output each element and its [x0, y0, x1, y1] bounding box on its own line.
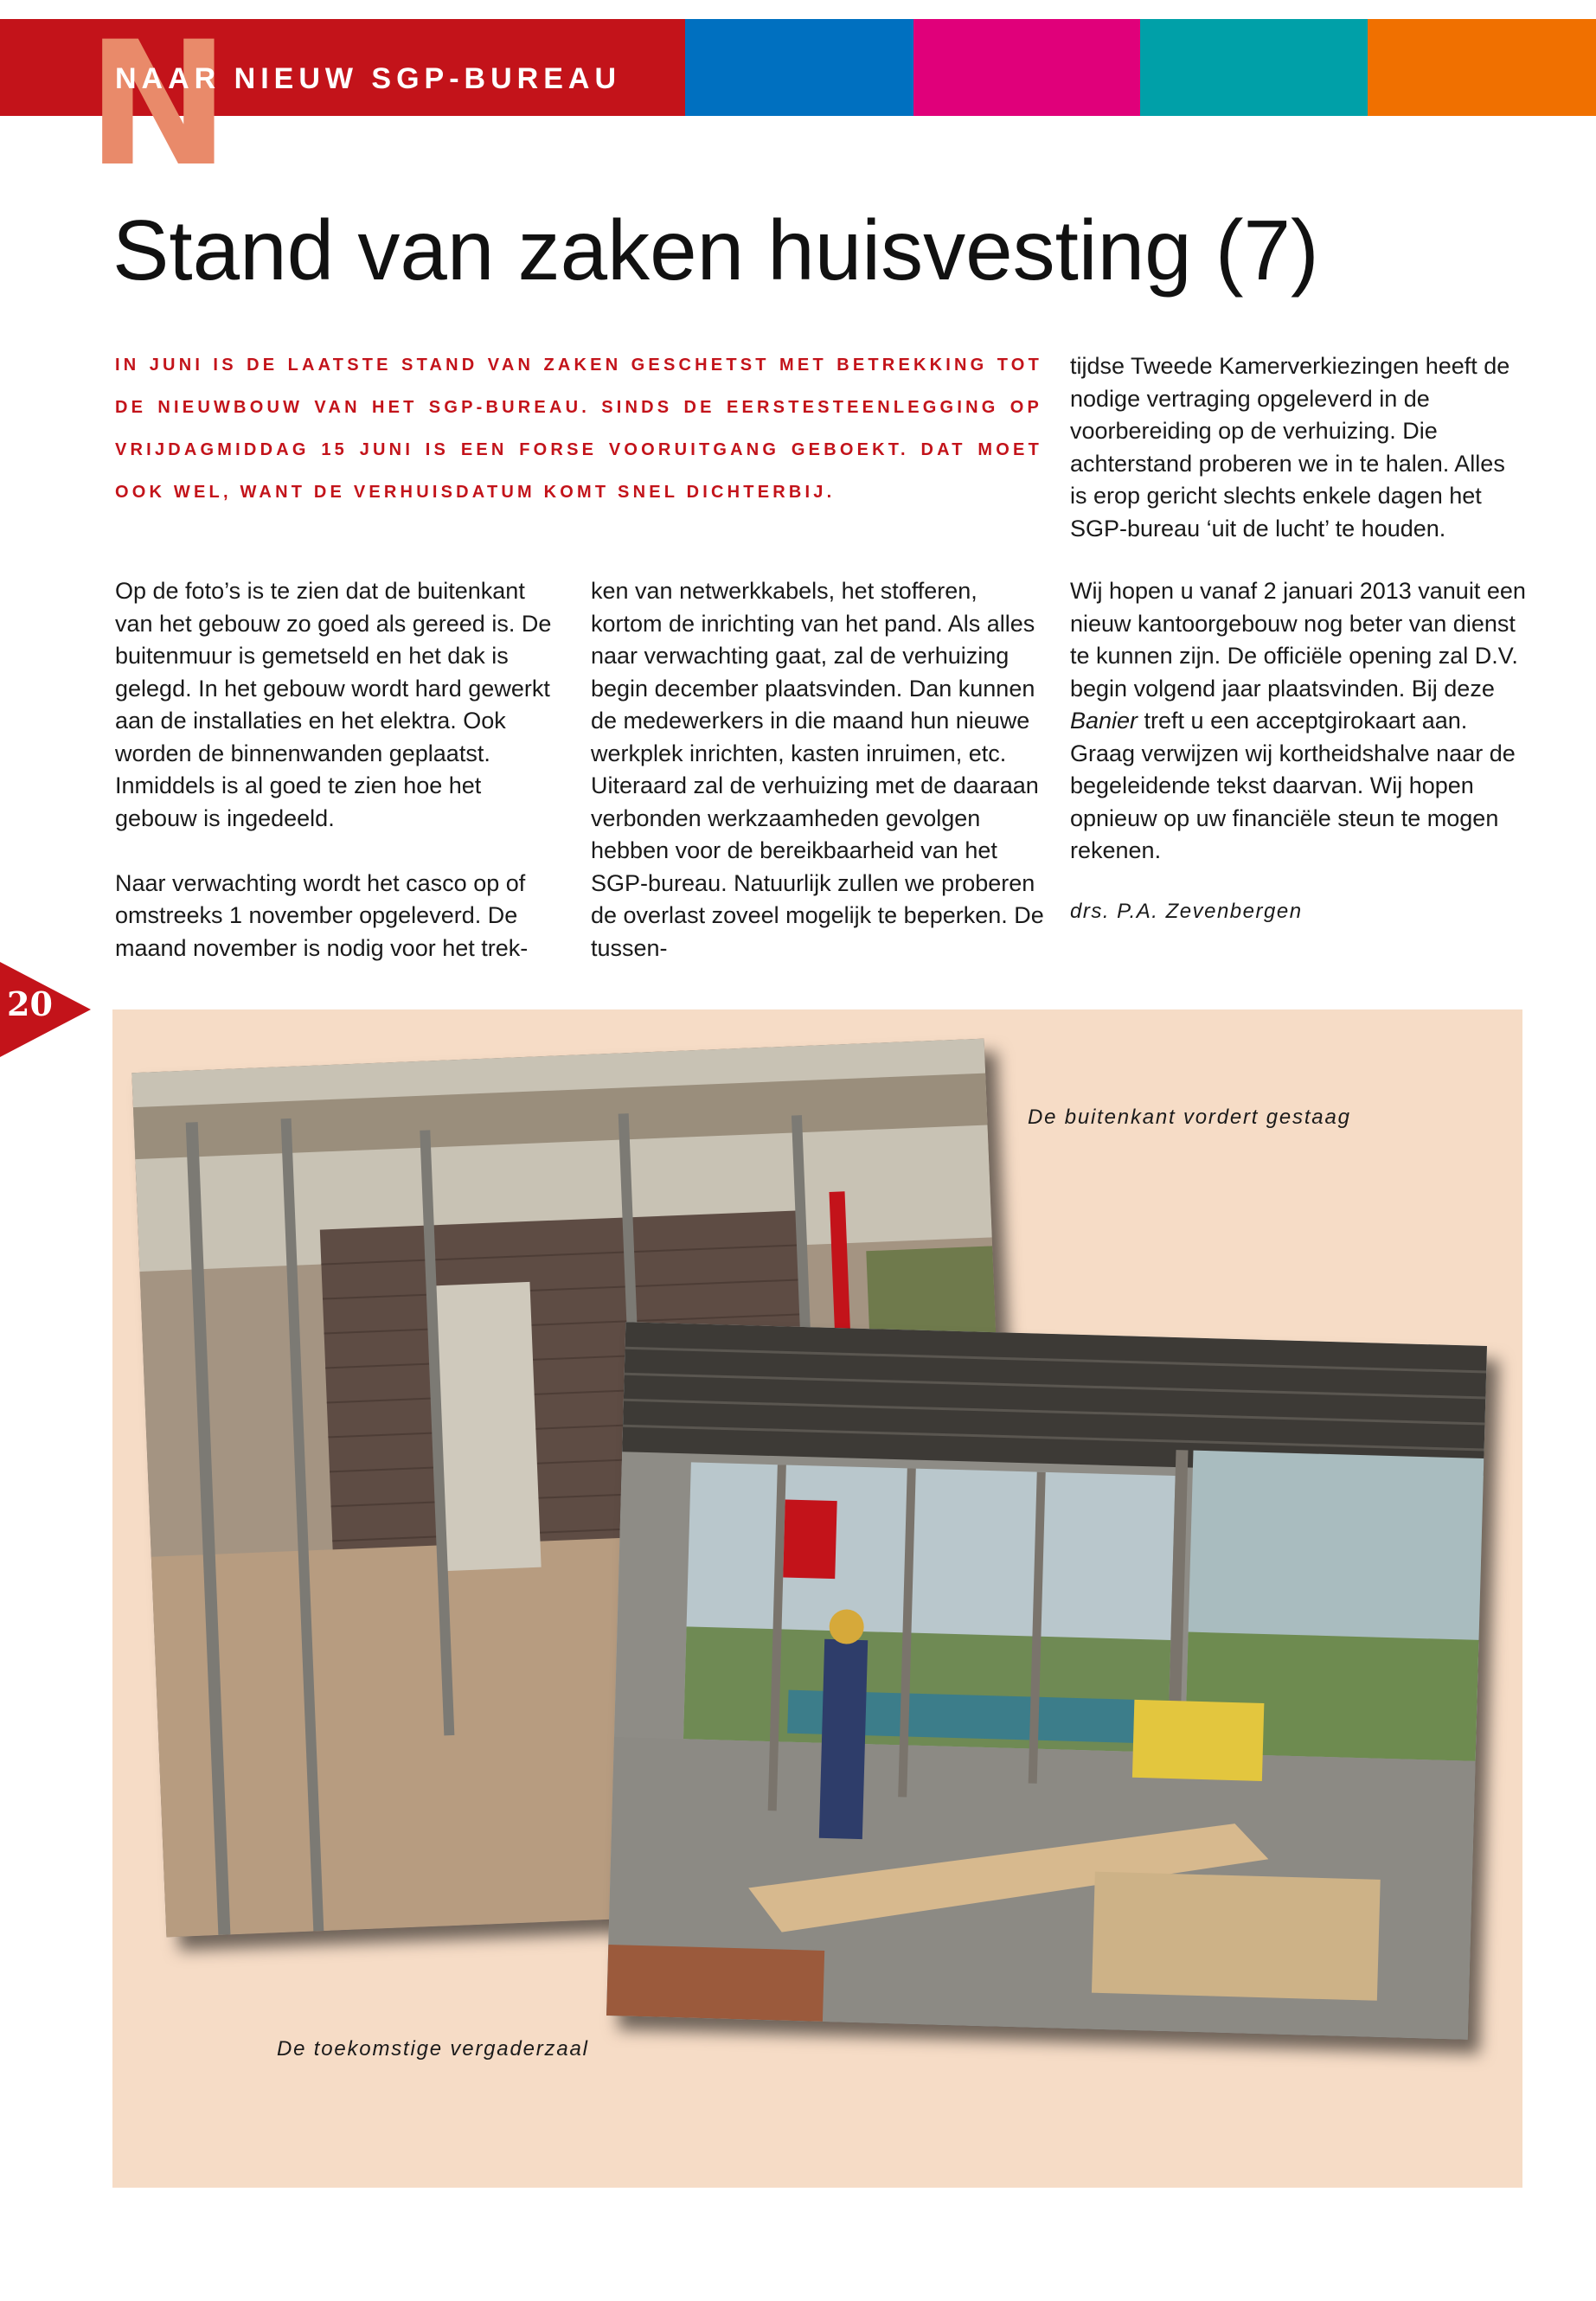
section-title: NAAR NIEUW SGP-BUREAU	[115, 62, 621, 95]
column-3-top-text: tijdse Tweede Kamerverkiezingen heeft de nodige vertraging opgeleverd in de voorbereiding op de verhuizing. Die achterstand proberen we in te halen. Alles is erop gericht slechts enkele dagen het SGP-bureau ‘uit de lucht’ te houden.	[1070, 353, 1510, 542]
column-1-paragraph-2: Naar verwachting wordt het casco op of omstreeks 1 november opgeleverd. De maand november is nodig voor het trek-	[115, 869, 529, 961]
column-3-text-b: treft u een acceptgirokaart aan. Graag verwijzen wij kortheidshalve naar de begeleidende tekst daarvan. Wij hopen opnieuw op uw financiële steun te mogen rekenen.	[1070, 708, 1516, 863]
caption-meeting-room: De toekomstige vergaderzaal	[277, 2037, 589, 2061]
color-segment-orange	[1368, 19, 1596, 116]
article-intro: IN JUNI IS DE LAATSTE STAND VAN ZAKEN GESCHETST MET BETREKKING TOT DE NIEUWBOUW VAN HET SGP-BUREAU. SINDS DE EERSTESTEENLEGGING OP VRIJDAGMIDDAG 15 JUNI IS EEN FORSE VOORUITGANG GEBOEKT. DAT MOET OOK WEL, WANT DE VERHUISDATUM KOMT SNEL DICHTERBIJ.	[115, 356, 1042, 502]
color-segment-magenta	[913, 19, 1140, 116]
column-1	[115, 575, 565, 997]
column-2	[591, 575, 1049, 997]
article-title: Stand van zaken huisvesting (7)	[112, 202, 1319, 298]
color-segment-teal	[1140, 19, 1368, 116]
column-2-paragraph-1: ken van netwerkkabels, het stofferen, kortom de inrichting van het pand. Als alles naar verwachting gaat, zal de verhuizing begin december plaatsvinden. Dan kunnen de medewerkers in die maand hun nieuwe werkplek inrichten, kasten inruimen, etc. Uiteraard zal de verhuizing met de daaraan verbonden werkzaamheden gevolgen hebben voor de bereikbaarheid van het SGP-bureau. Natuurlijk zullen we proberen de overlast zoveel mogelijk te beperken. De tussen-	[591, 578, 1044, 961]
color-segment-blue	[685, 19, 913, 116]
caption-building-exterior: De buitenkant vordert gestaag	[1028, 1106, 1351, 1129]
author-signature: drs. P.A. Zevenbergen	[1070, 900, 1303, 923]
column-3-text-a: Wij hopen u vanaf 2 januari 2013 vanuit een nieuw kantoorgebouw nog beter van dienst te kunnen zijn. De officiële opening zal D.V. begin volgend jaar plaatsvinden. Bij deze	[1070, 578, 1526, 702]
column-3-paragraph-1	[1070, 575, 1527, 868]
photo-meeting-room	[606, 1322, 1487, 2039]
photo-meeting-room-image	[606, 1322, 1487, 2039]
column-1-paragraph-1: Op de foto’s is te zien dat de buitenkant van het gebouw zo goed als gereed is. De buitenmuur is gemetseld en het dak is gelegd. In het gebouw wordt hard gewerkt aan de installaties en het elektra. Ook worden de binnenwanden geplaatst. Inmiddels is al goed te zien hoe het gebouw is ingedeeld.	[115, 578, 552, 831]
publication-name: Banier	[1070, 708, 1138, 734]
page-number: 20	[7, 984, 53, 1023]
column-3	[1070, 575, 1527, 900]
section-initial-letter: N	[87, 4, 227, 204]
